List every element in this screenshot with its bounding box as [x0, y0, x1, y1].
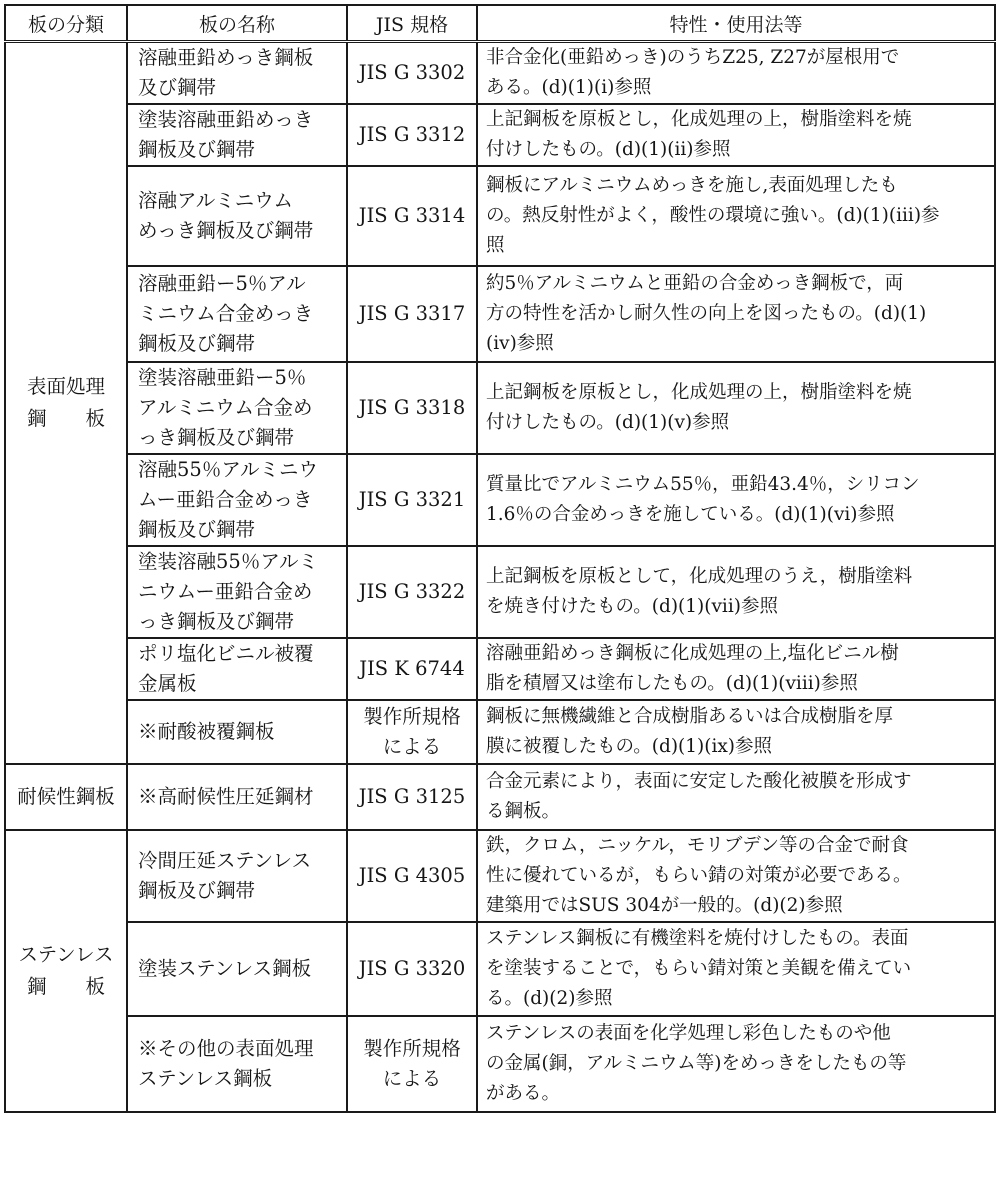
jis-cell-line: JIS G 3314: [358, 204, 466, 227]
description-cell: [477, 922, 995, 1016]
description-cell: [477, 104, 995, 166]
name-cell: [127, 700, 347, 764]
header-row: [5, 5, 995, 42]
table-row: [5, 362, 995, 454]
name-cell: [127, 764, 347, 830]
category-cell-line: ステンレス: [18, 943, 114, 966]
description-cell-line: 性に優れているが，もらい錆の対策が必要である。: [486, 865, 912, 886]
table-body: [5, 42, 995, 1113]
jis-cell: [347, 546, 477, 638]
description-cell-line: 膜に被覆したもの。(d)(1)(ix)参照: [486, 736, 773, 757]
jis-cell: [347, 454, 477, 546]
name-cell: [127, 104, 347, 166]
name-cell-line: 及び鋼帯: [138, 76, 217, 99]
description-cell-line: 付けしたもの。(d)(1)(v)参照: [486, 412, 730, 433]
description-cell-line: 付けしたもの。(d)(1)(ii)参照: [486, 139, 731, 160]
jis-cell-line: JIS K 6744: [359, 657, 465, 680]
name-cell: [127, 830, 347, 922]
category-cell: [5, 42, 127, 765]
header-description: 特性・使用法等: [477, 5, 995, 42]
jis-cell-line: 製作所規格: [363, 1037, 461, 1060]
header-name: 板の名称: [127, 5, 347, 42]
description-cell: [477, 362, 995, 454]
description-cell-line: 方の特性を活かし耐久性の向上を図ったもの。(d)(1): [486, 303, 927, 324]
name-cell-line: 溶融55％アルミニウ: [138, 458, 319, 481]
description-cell-line: を塗装することで，もらい錆対策と美観を備えてい: [486, 958, 912, 979]
description-cell: [477, 700, 995, 764]
name-cell-line: 塗装溶融55％アルミ: [138, 550, 319, 573]
category-cell-line: 耐候性鋼板: [17, 785, 115, 808]
table-row: [5, 830, 995, 922]
name-cell-line: めっき鋼板及び鋼帯: [138, 219, 314, 242]
name-cell: [127, 922, 347, 1016]
jis-cell-line: JIS G 3312: [358, 123, 466, 146]
table-row: [5, 454, 995, 546]
name-cell-line: 鋼板及び鋼帯: [138, 138, 256, 161]
name-cell-line: ※耐酸被覆鋼板: [138, 720, 275, 743]
description-cell-line: 質量比でアルミニウム55％，亜鉛43.4％，シリコン: [486, 474, 920, 495]
table-row: [5, 42, 995, 105]
description-cell-line: 溶融亜鉛めっき鋼板に化成処理の上,塩化ビニル樹: [486, 643, 899, 664]
jis-cell: [347, 700, 477, 764]
jis-cell-line: JIS G 3321: [358, 488, 466, 511]
name-cell-line: 溶融亜鉛ー5％アル: [138, 272, 306, 295]
table-row: [5, 764, 995, 830]
name-cell-line: 塗装溶融亜鉛ー5％: [138, 366, 307, 389]
name-cell: [127, 362, 347, 454]
name-cell-line: アルミニウム合金め: [138, 396, 313, 419]
description-cell-line: 脂を積層又は塗布したもの。(d)(1)(viii)参照: [486, 673, 858, 694]
jis-cell-line: JIS G 3320: [358, 957, 466, 980]
jis-cell: [347, 166, 477, 266]
jis-cell: [347, 830, 477, 922]
description-cell-line: る鋼板。: [486, 801, 561, 822]
name-cell-line: ニウムー亜鉛合金め: [138, 580, 313, 603]
name-cell-line: 溶融亜鉛めっき鋼板: [138, 46, 314, 69]
name-cell-line: ムー亜鉛合金めっき: [138, 488, 313, 511]
name-cell-line: 塗装溶融亜鉛めっき: [138, 108, 314, 131]
name-cell-line: ミニウム合金めっき: [138, 302, 314, 325]
description-cell-line: 鋼板にアルミニウムめっきを施し,表面処理したも: [486, 175, 898, 196]
jis-cell-line: JIS G 3318: [358, 396, 466, 419]
category-cell-line: 鋼 板: [26, 975, 105, 998]
name-cell: [127, 42, 347, 105]
name-cell-line: っき鋼板及び鋼帯: [138, 610, 295, 633]
name-cell-line: ※高耐候性圧延鋼材: [138, 785, 314, 808]
description-cell: [477, 454, 995, 546]
name-cell: [127, 546, 347, 638]
name-cell-line: 溶融アルミニウム: [138, 189, 294, 212]
name-cell-line: 鋼板及び鋼帯: [138, 879, 256, 902]
table-row: [5, 922, 995, 1016]
category-cell: [5, 830, 127, 1112]
name-cell: [127, 266, 347, 362]
table-row: [5, 1016, 995, 1112]
jis-cell: [347, 764, 477, 830]
jis-cell: [347, 1016, 477, 1112]
header-jis: JIS 規格: [347, 5, 477, 42]
description-cell-line: 上記鋼板を原板とし，化成処理の上，樹脂塗料を焼: [486, 109, 912, 130]
name-cell: [127, 166, 347, 266]
description-cell-line: (iv)参照: [486, 333, 554, 354]
jis-cell-line: JIS G 3302: [358, 61, 466, 84]
table-row: [5, 638, 995, 700]
category-cell: [5, 764, 127, 830]
table-row: [5, 546, 995, 638]
description-cell-line: がある。: [486, 1083, 561, 1104]
jis-cell-line: JIS G 3125: [358, 785, 466, 808]
description-cell: [477, 42, 995, 105]
category-cell-line: 鋼 板: [26, 407, 105, 430]
jis-cell-line: JIS G 4305: [358, 864, 466, 887]
name-cell-line: 塗装ステンレス鋼板: [138, 957, 312, 980]
description-cell-line: を焼き付けたもの。(d)(1)(vii)参照: [486, 596, 778, 617]
steel-sheet-table: [4, 4, 996, 1113]
jis-cell: [347, 104, 477, 166]
description-cell: [477, 764, 995, 830]
description-cell-line: ステンレスの表面を化学処理し彩色したものや他: [486, 1023, 891, 1044]
name-cell-line: 鋼板及び鋼帯: [138, 518, 256, 541]
name-cell: [127, 1016, 347, 1112]
description-cell-line: 建築用ではSUS 304が一般的。(d)(2)参照: [486, 895, 843, 916]
jis-cell-line: による: [382, 735, 442, 758]
name-cell-line: っき鋼板及び鋼帯: [138, 426, 295, 449]
description-cell: [477, 166, 995, 266]
jis-cell-line: JIS G 3317: [358, 302, 466, 325]
description-cell-line: 非合金化(亜鉛めっき)のうちZ25, Z27が屋根用で: [486, 47, 900, 68]
name-cell: [127, 638, 347, 700]
jis-cell: [347, 638, 477, 700]
description-cell-line: 鉄，クロム，ニッケル，モリブデン等の合金で耐食: [486, 835, 909, 856]
jis-cell: [347, 922, 477, 1016]
description-cell-line: 上記鋼板を原板とし，化成処理の上，樹脂塗料を焼: [486, 382, 912, 403]
description-cell: [477, 546, 995, 638]
description-cell: [477, 266, 995, 362]
description-cell-line: の。熱反射性がよく，酸性の環境に強い。(d)(1)(iii)参: [486, 205, 940, 226]
table-row: [5, 104, 995, 166]
description-cell-line: 照: [486, 235, 505, 256]
description-cell-line: 約5％アルミニウムと亜鉛の合金めっき鋼板で，両: [486, 273, 904, 294]
table-row: [5, 700, 995, 764]
description-cell-line: の金属(銅，アルミニウム等)をめっきをしたもの等: [486, 1053, 907, 1074]
name-cell-line: ポリ塩化ビニル被覆: [138, 642, 314, 665]
description-cell-line: 上記鋼板を原板として，化成処理のうえ，樹脂塗料: [486, 566, 913, 587]
header-category: 板の分類: [5, 5, 127, 42]
jis-cell: [347, 362, 477, 454]
name-cell-line: ※その他の表面処理: [138, 1037, 314, 1060]
table-row: [5, 166, 995, 266]
description-cell-line: 合金元素により，表面に安定した酸化被膜を形成す: [486, 771, 912, 792]
description-cell-line: る。(d)(2)参照: [486, 988, 613, 1009]
jis-cell: [347, 266, 477, 362]
jis-cell: [347, 42, 477, 105]
description-cell: [477, 638, 995, 700]
description-cell: [477, 830, 995, 922]
name-cell-line: 鋼板及び鋼帯: [138, 332, 256, 355]
description-cell: [477, 1016, 995, 1112]
name-cell: [127, 454, 347, 546]
category-cell-line: 表面処理: [26, 375, 105, 398]
name-cell-line: 冷間圧延ステンレス: [138, 849, 312, 872]
description-cell-line: 1.6％の合金めっきを施している。(d)(1)(vi)参照: [486, 504, 895, 525]
name-cell-line: 金属板: [138, 672, 197, 695]
description-cell-line: ある。(d)(1)(i)参照: [486, 77, 652, 98]
description-cell-line: 鋼板に無機繊維と合成樹脂あるいは合成樹脂を厚: [486, 706, 894, 727]
jis-cell-line: JIS G 3322: [358, 580, 466, 603]
name-cell-line: ステンレス鋼板: [138, 1067, 273, 1090]
jis-cell-line: による: [382, 1067, 442, 1090]
table-row: [5, 266, 995, 362]
jis-cell-line: 製作所規格: [363, 705, 461, 728]
description-cell-line: ステンレス鋼板に有機塗料を焼付けしたもの。表面: [486, 928, 909, 949]
